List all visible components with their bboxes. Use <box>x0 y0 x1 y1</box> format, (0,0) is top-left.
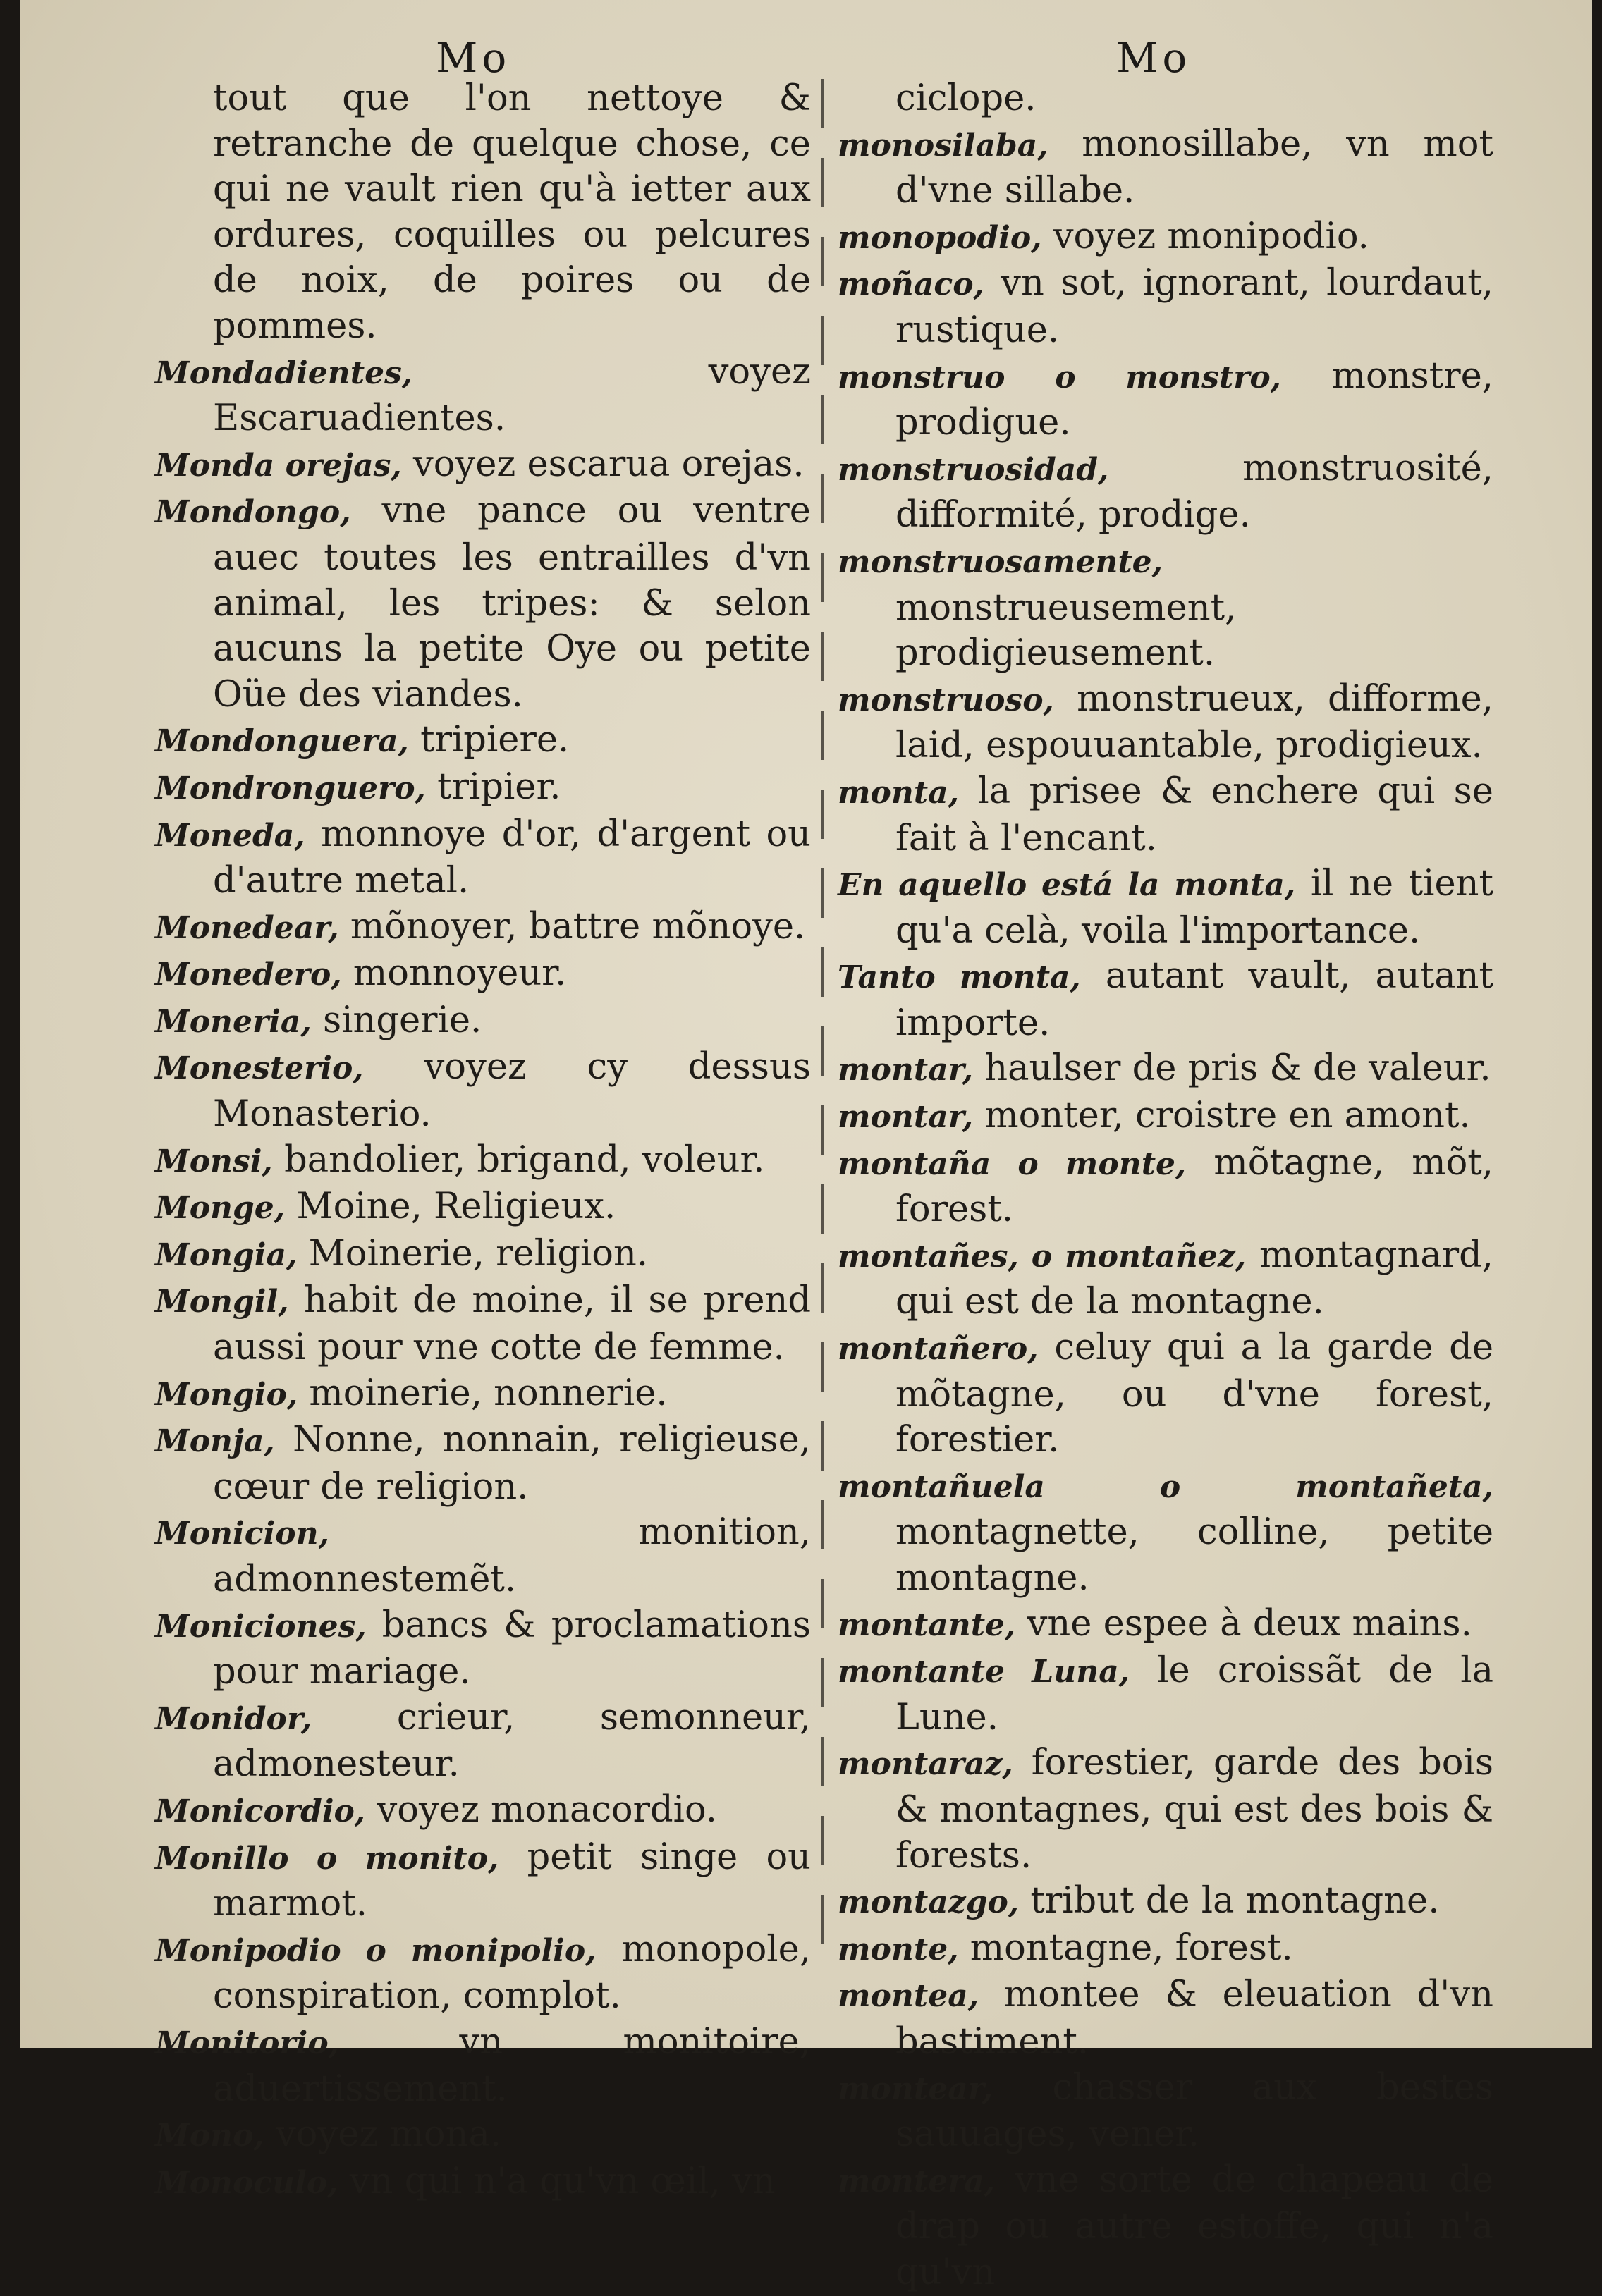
dictionary-entry <box>155 1138 811 1185</box>
entry-headword: Monedero, <box>155 957 342 993</box>
dictionary-entry <box>838 1046 1493 1093</box>
entry-headword: Monge, <box>155 1190 286 1227</box>
entry-headword: Monja, <box>155 1423 275 1460</box>
dictionary-entry <box>838 214 1493 262</box>
entry-headword: montaña o monte, <box>838 1146 1187 1182</box>
entry-definition: singerie. <box>322 999 482 1041</box>
entry-headword: montera, <box>838 2163 996 2199</box>
entry-definition: monition, admonnestemẽt. <box>213 1511 811 1600</box>
dictionary-entry <box>838 2158 1493 2296</box>
dictionary-entry <box>155 2020 811 2112</box>
running-header-right: Mo <box>1116 34 1192 82</box>
entry-headword: Moneda, <box>155 817 305 854</box>
entry-headword: Moneria, <box>155 1003 312 1040</box>
dictionary-entry <box>155 1927 811 2020</box>
entry-definition: tripiere. <box>420 719 570 761</box>
dictionary-entry <box>838 1325 1493 1463</box>
entry-headword: Mondonguera, <box>155 723 409 760</box>
entry-definition: moinerie, nonnerie. <box>309 1372 668 1414</box>
entry-definition: ciclope. <box>895 78 1037 119</box>
dictionary-entry <box>838 1926 1493 1973</box>
dictionary-entry <box>838 1879 1493 1926</box>
entry-definition: mõtagne, mõt, forest. <box>895 1141 1493 1231</box>
entry-definition: montagnette, colline, petite montagne. <box>895 1511 1493 1599</box>
entry-headword: montañero, <box>838 1331 1039 1368</box>
entry-definition: monstrueux, difforme, laid, espouuantable, prodigieux. <box>895 677 1493 767</box>
entry-definition: montee & eleuation d'vn bastiment. <box>895 1974 1493 2063</box>
entry-headword: montea, <box>838 1978 979 2015</box>
dictionary-entry <box>838 677 1493 769</box>
dictionary-entry <box>155 812 811 904</box>
entry-definition: crieur, semonneur, admonesteur. <box>213 1696 811 1786</box>
dictionary-entry <box>155 1045 811 1137</box>
dictionary-entry <box>838 1602 1493 1649</box>
entry-headword: monstruo o monstro, <box>838 359 1282 395</box>
dictionary-page <box>20 0 1592 2293</box>
entry-definition: monstre, prodigue. <box>895 355 1493 444</box>
dictionary-entry <box>155 1418 811 1510</box>
dictionary-entry <box>838 446 1493 539</box>
dictionary-entry <box>838 1463 1493 1602</box>
entry-definition: voyez Escaruadientes. <box>213 350 811 440</box>
entry-definition: voyez mona. <box>275 2113 502 2156</box>
entry-definition: il ne tient qu'a celà, voila l'importance. <box>895 863 1493 952</box>
entry-definition: bancs & proclamations pour mariage. <box>213 1604 811 1693</box>
entry-definition: monter, croistre en amont. <box>984 1095 1471 1137</box>
entry-definition: bandolier, brigand, voleur. <box>284 1138 765 1181</box>
entry-definition: montagne, forest. <box>970 1927 1293 1969</box>
entry-headword: monosilaba, <box>838 127 1048 164</box>
entry-headword: Mongil, <box>155 1284 289 1320</box>
entry-headword: montañes, o montañez, <box>838 1238 1247 1275</box>
column-divider <box>821 79 824 1954</box>
dictionary-entry <box>155 1788 811 1835</box>
dictionary-entry <box>838 1741 1493 1879</box>
dictionary-entry <box>155 76 811 350</box>
entry-headword: monta, <box>838 774 960 811</box>
dictionary-entry <box>155 1510 811 1602</box>
dictionary-entry <box>155 951 811 998</box>
dictionary-entry <box>838 861 1493 954</box>
dictionary-entry <box>155 489 811 718</box>
entry-headword: Monipodio o monipolio, <box>155 1932 597 1969</box>
entry-headword: monte, <box>838 1931 959 1967</box>
dictionary-entry <box>155 1695 811 1788</box>
entry-definition: Moinerie, religion. <box>308 1232 649 1275</box>
entry-definition: voyez monipodio. <box>1053 215 1369 257</box>
left-column <box>155 76 811 2206</box>
entry-headword: Monicion, <box>155 1516 329 1552</box>
dictionary-entry <box>155 350 811 442</box>
entry-definition: petit singe ou marmot. <box>213 1836 811 1925</box>
entry-headword: monopodio, <box>838 219 1042 256</box>
dictionary-entry <box>155 442 811 489</box>
entry-definition: tribut de la montagne. <box>1030 1880 1440 1922</box>
entry-headword: montar, <box>838 1099 974 1136</box>
entry-headword: Tanto monta, <box>838 959 1081 996</box>
entry-headword: Moniciones, <box>155 1608 367 1645</box>
entry-headword: Monedear, <box>155 909 339 946</box>
dictionary-entry <box>155 1603 811 1695</box>
entry-definition: autant vault, autant importe. <box>895 955 1493 1044</box>
entry-definition: chasser aux bestes sauuages, vener. <box>895 2066 1493 2156</box>
entry-headword: montante Luna, <box>838 1654 1130 1690</box>
entry-definition: Nonne, nonnain, religieuse, cœur de religion. <box>213 1419 811 1508</box>
dictionary-entry <box>838 1972 1493 2065</box>
entry-definition: monnoyeur. <box>353 952 567 995</box>
entry-definition: montagnard, qui est de la montagne. <box>895 1234 1493 1323</box>
dictionary-entry <box>155 904 811 952</box>
entry-headword: Mono, <box>155 2118 264 2154</box>
dictionary-entry <box>838 1648 1493 1741</box>
entry-headword: monstruosidad, <box>838 451 1109 488</box>
entry-headword: Monoculo, <box>155 2164 338 2201</box>
entry-definition: Moine, Religieux. <box>296 1186 616 1228</box>
dictionary-entry <box>155 1371 811 1418</box>
dictionary-entry <box>155 718 811 765</box>
entry-headword: montear, <box>838 2070 993 2107</box>
entry-headword: moñaco, <box>838 266 984 303</box>
entry-definition: tripier. <box>437 766 561 808</box>
entry-headword: montaraz, <box>838 1746 1013 1783</box>
dictionary-entry <box>155 1835 811 1927</box>
dictionary-entry <box>155 1184 811 1232</box>
entry-headword: Mondongo, <box>155 494 351 531</box>
dictionary-entry <box>155 998 811 1045</box>
entry-definition: vne espee à deux mains. <box>1027 1602 1472 1645</box>
entry-definition: monnoye d'or, d'argent ou d'autre metal. <box>213 813 811 902</box>
dictionary-entry <box>155 1278 811 1370</box>
right-column <box>838 76 1493 2296</box>
entry-headword: Mondadientes, <box>155 355 413 391</box>
entry-definition: forestier, garde des bois & montagnes, qui est des bois & forests. <box>895 1742 1493 1877</box>
entry-headword: Monda orejas, <box>155 447 402 484</box>
entry-definition: tout que l'on nettoye & retranche de quelque chose, ce qui ne vault rien qu'à ietter aux ordures, coquilles ou pelcures de noix, de poires ou de pommes. <box>213 78 811 347</box>
entry-definition: vn monitoire, aduertissement. <box>213 2020 811 2110</box>
entry-definition: vne sorte de chapeau de drap ou autre estoffe, qui n'a qu'vn <box>895 2159 1493 2293</box>
dictionary-entry <box>838 76 1493 122</box>
entry-definition: vne pance ou ventre auec toutes les entrailles d'vn animal, les tripes: & selon aucuns la petite Oye ou petite Oüe des viandes. <box>213 490 811 716</box>
dictionary-entry <box>838 1233 1493 1325</box>
entry-definition: monosillabe, vn mot d'vne sillabe. <box>895 123 1493 212</box>
dictionary-entry <box>838 2065 1493 2158</box>
entry-definition: le croissãt de la Lune. <box>895 1650 1493 1738</box>
entry-headword: monstruosamente, <box>838 544 1163 580</box>
entry-definition: monstruosité, difformité, prodige. <box>895 447 1493 536</box>
entry-headword: montazgo, <box>838 1884 1020 1921</box>
entry-headword: Monillo o monito, <box>155 1840 499 1877</box>
entry-headword: Monesterio, <box>155 1050 364 1087</box>
running-header-left: Mo <box>436 34 511 82</box>
entry-headword: Monitorio, <box>155 2025 339 2061</box>
entry-headword: Mongia, <box>155 1236 298 1273</box>
entry-definition: voyez cy dessus Monasterio. <box>213 1046 811 1136</box>
entry-definition: monopole, conspiration, complot. <box>213 1928 811 2018</box>
dictionary-entry <box>838 122 1493 214</box>
entry-definition: voyez monacordio. <box>377 1788 717 1831</box>
dictionary-entry <box>155 1232 811 1279</box>
entry-definition: habit de moine, il se prend aussi pour vne cotte de femme. <box>213 1279 811 1369</box>
entry-definition: vn qui n'a qu'vn œil, vn <box>349 2160 776 2202</box>
entry-definition: mõnoyer, battre mõnoye. <box>350 905 806 947</box>
entry-headword: Monicordio, <box>155 1793 366 1829</box>
dictionary-entry <box>838 769 1493 861</box>
entry-definition: la prisee & enchere qui se fait à l'encant. <box>895 770 1493 859</box>
dictionary-entry <box>155 765 811 812</box>
dictionary-entry <box>838 354 1493 446</box>
entry-headword: Monsi, <box>155 1143 273 1179</box>
entry-headword: montante, <box>838 1607 1016 1643</box>
dictionary-entry <box>155 2112 811 2159</box>
dictionary-entry <box>838 1093 1493 1141</box>
entry-definition: voyez escarua orejas. <box>412 443 805 485</box>
dictionary-entry <box>155 2159 811 2206</box>
dictionary-entry <box>838 1141 1493 1233</box>
entry-headword: Mondronguero, <box>155 770 426 806</box>
entry-headword: En aquello está la monta, <box>838 867 1296 904</box>
entry-headword: montar, <box>838 1052 974 1088</box>
dictionary-entry <box>838 954 1493 1046</box>
entry-definition: celuy qui a la garde de mõtagne, ou d'vne forest, forestier. <box>895 1327 1493 1461</box>
entry-headword: Mongio, <box>155 1376 298 1413</box>
entry-definition: monstrueusement, prodigieusement. <box>895 587 1237 675</box>
entry-headword: montañuela o montañeta, <box>838 1468 1493 1505</box>
entry-definition: haulser de pris & de valeur. <box>984 1048 1491 1090</box>
entry-definition: vn sot, ignorant, lourdaut, rustique. <box>895 262 1493 351</box>
entry-headword: Monidor, <box>155 1700 312 1737</box>
entry-headword: monstruoso, <box>838 682 1054 718</box>
dictionary-entry <box>838 261 1493 353</box>
dictionary-entry <box>838 539 1493 677</box>
